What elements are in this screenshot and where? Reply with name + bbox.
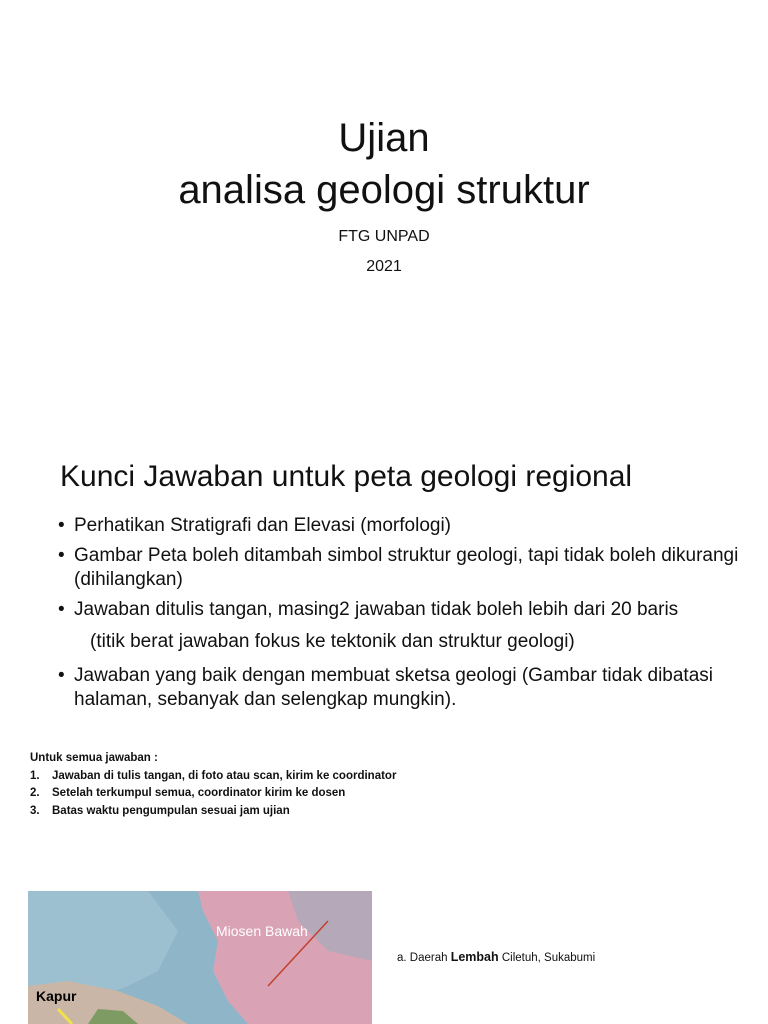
instruction-item bbox=[30, 803, 396, 821]
bullet-text: Gambar Peta boleh ditambah simbol struktur geologi, tapi tidak boleh dikurangi (dihilangkan) bbox=[74, 545, 739, 590]
map-label-miosen: Miosen Bawah bbox=[216, 923, 308, 939]
year: 2021 bbox=[366, 258, 402, 275]
bullet-text: Jawaban yang baik dengan membuat sketsa geologi (Gambar tidak dibatasi halaman, sebanyak dan selengkap mungkin). bbox=[74, 665, 713, 710]
bullet-dot-icon: • bbox=[58, 599, 65, 620]
instruction-item bbox=[30, 785, 396, 803]
section-heading: Kunci Jawaban untuk peta geologi regional bbox=[60, 460, 633, 493]
caption-suffix: Ciletuh, Sukabumi bbox=[498, 952, 596, 964]
bullet-text: Perhatikan Stratigrafi dan Elevasi (morfologi) bbox=[74, 515, 452, 536]
instructions-block bbox=[30, 750, 396, 820]
bullet-dot-icon: • bbox=[58, 665, 65, 686]
instructions-header: Untuk semua jawaban : bbox=[30, 752, 158, 764]
instruction-item bbox=[30, 768, 396, 786]
title-line-2: analisa geologi struktur bbox=[178, 168, 590, 212]
caption-bold: Lembah bbox=[450, 950, 499, 964]
bullet-note: (titik berat jawaban fokus ke tektonik dan struktur geologi) bbox=[90, 631, 575, 652]
instruction-text: Setelah terkumpul semua, coordinator kirim ke dosen bbox=[52, 787, 346, 799]
bullet-dot-icon: • bbox=[58, 545, 65, 566]
organization: FTG UNPAD bbox=[338, 228, 430, 245]
instruction-number: 1. bbox=[30, 769, 40, 782]
instruction-text: Batas waktu pengumpulan sesuai jam ujian bbox=[52, 804, 290, 817]
bullet-item bbox=[58, 544, 748, 592]
title-block bbox=[0, 112, 768, 216]
geologic-map-drawing bbox=[28, 891, 372, 1024]
caption-prefix: a. Daerah bbox=[397, 952, 451, 964]
geologic-map-image bbox=[28, 891, 372, 1024]
instruction-number: 3. bbox=[30, 804, 40, 817]
instruction-number: 2. bbox=[30, 787, 40, 799]
instruction-text: Jawaban di tulis tangan, di foto atau scan, kirim ke coordinator bbox=[52, 769, 397, 782]
bullet-dot-icon: • bbox=[58, 515, 65, 536]
bullet-text: Jawaban ditulis tangan, masing2 jawaban tidak boleh lebih dari 20 baris bbox=[74, 599, 679, 620]
bullet-item bbox=[58, 664, 748, 712]
instructions-list bbox=[30, 768, 396, 821]
bullet-item bbox=[58, 598, 748, 654]
map-label-kapur: Kapur bbox=[36, 988, 77, 1004]
bullet-list bbox=[58, 514, 748, 718]
title-line-1: Ujian bbox=[338, 116, 430, 160]
map-caption bbox=[397, 950, 595, 964]
bullet-item bbox=[58, 514, 748, 538]
